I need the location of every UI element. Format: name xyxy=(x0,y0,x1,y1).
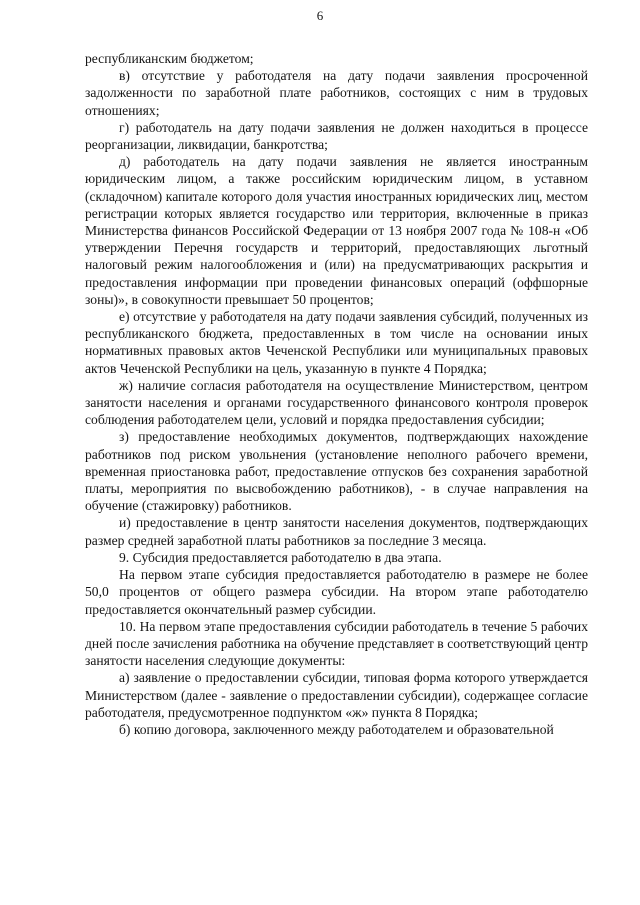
paragraph-item-d: д) работодатель на дату подачи заявления не является иностранным юридическим лицом, а также российским юридическим лицом, в уставном (складочном) капитале которого доля участия иностранных юридических лиц, местом регистрации которых является государство или территория, включенные в приказ Министерства финансов Российской Федерации от 13 ноября 2007 года № 108-н «Об утверждении Перечня государств и территорий, предоставляющих льготный налоговый режим налогообложения и (или) на предусматривающих раскрытия и предоставления информации при проведении финансовых операций (оффшорные зоны)», в совокупности превышает 50 процентов; xyxy=(85,154,588,307)
paragraph-item-g: г) работодатель на дату подачи заявления не должен находиться в процессе реорганизации, ликвидации, банкротства; xyxy=(85,119,588,153)
paragraph-clause-9: 9. Субсидия предоставляется работодателю в два этапа. xyxy=(119,549,442,565)
paragraph-item-v: в) отсутствие у работодателя на дату подачи заявления просроченной задолженности по заработной плате работников, состоящих с ним в трудовых отношениях; xyxy=(85,68,588,118)
paragraph-continuation: республиканским бюджетом; xyxy=(85,51,254,66)
paragraph-item-a: а) заявление о предоставлении субсидии, типовая форма которого утверждается Министерством (далее - заявление о предоставлении субсидии), содержащее согласие работодателя, предусмотренное подпунктом «ж» пункта 8 Порядка; xyxy=(85,670,588,720)
paragraph-item-zh: ж) наличие согласия работодателя на осуществление Министерством, центром занятости населения и органами государственного финансового контроля проверок соблюдения работодателем цели, условий и порядка предоставления субсидии; xyxy=(85,377,588,428)
paragraph-item-z: з) предоставление необходимых документов, подтверждающих нахождение работников под риском увольнения (установление неполного рабочего времени, временная приостановка работ, предоставление отпусков без сохранения заработной платы, мероприятия по высвобождению работников), - в случае направления на обучение (стажировку) работников. xyxy=(85,429,588,514)
paragraph-item-i: и) предоставление в центр занятости населения документов, подтверждающих размер средней заработной платы работников за последние 3 месяца. xyxy=(85,515,588,548)
page-number: 6 xyxy=(316,8,324,23)
document-body xyxy=(85,50,588,738)
paragraph-item-b: б) копию договора, заключенного между работодателем и образовательной xyxy=(119,721,554,737)
paragraph-clause-10: 10. На первом этапе предоставления субсидии работодатель в течение 5 рабочих дней после зачисления работника на обучение представляет в соответствующий центр занятости населения следующие документы: xyxy=(85,618,588,669)
paragraph-item-e: е) отсутствие у работодателя на дату подачи заявления субсидий, полученных из республиканского бюджета, предоставленных в том числе на основании иных нормативных правовых актов Чеченской Республики или муниципальных правовых актов Чеченской Республики на цель, указанную в пункте 4 Порядка; xyxy=(85,309,588,376)
paragraph-first-stage: На первом этапе субсидия предоставляется работодателю в размере не более 50,0 процентов от общего размера субсидии. На втором этапе работодателю предоставляется окончательный размер субсидии. xyxy=(85,567,588,617)
